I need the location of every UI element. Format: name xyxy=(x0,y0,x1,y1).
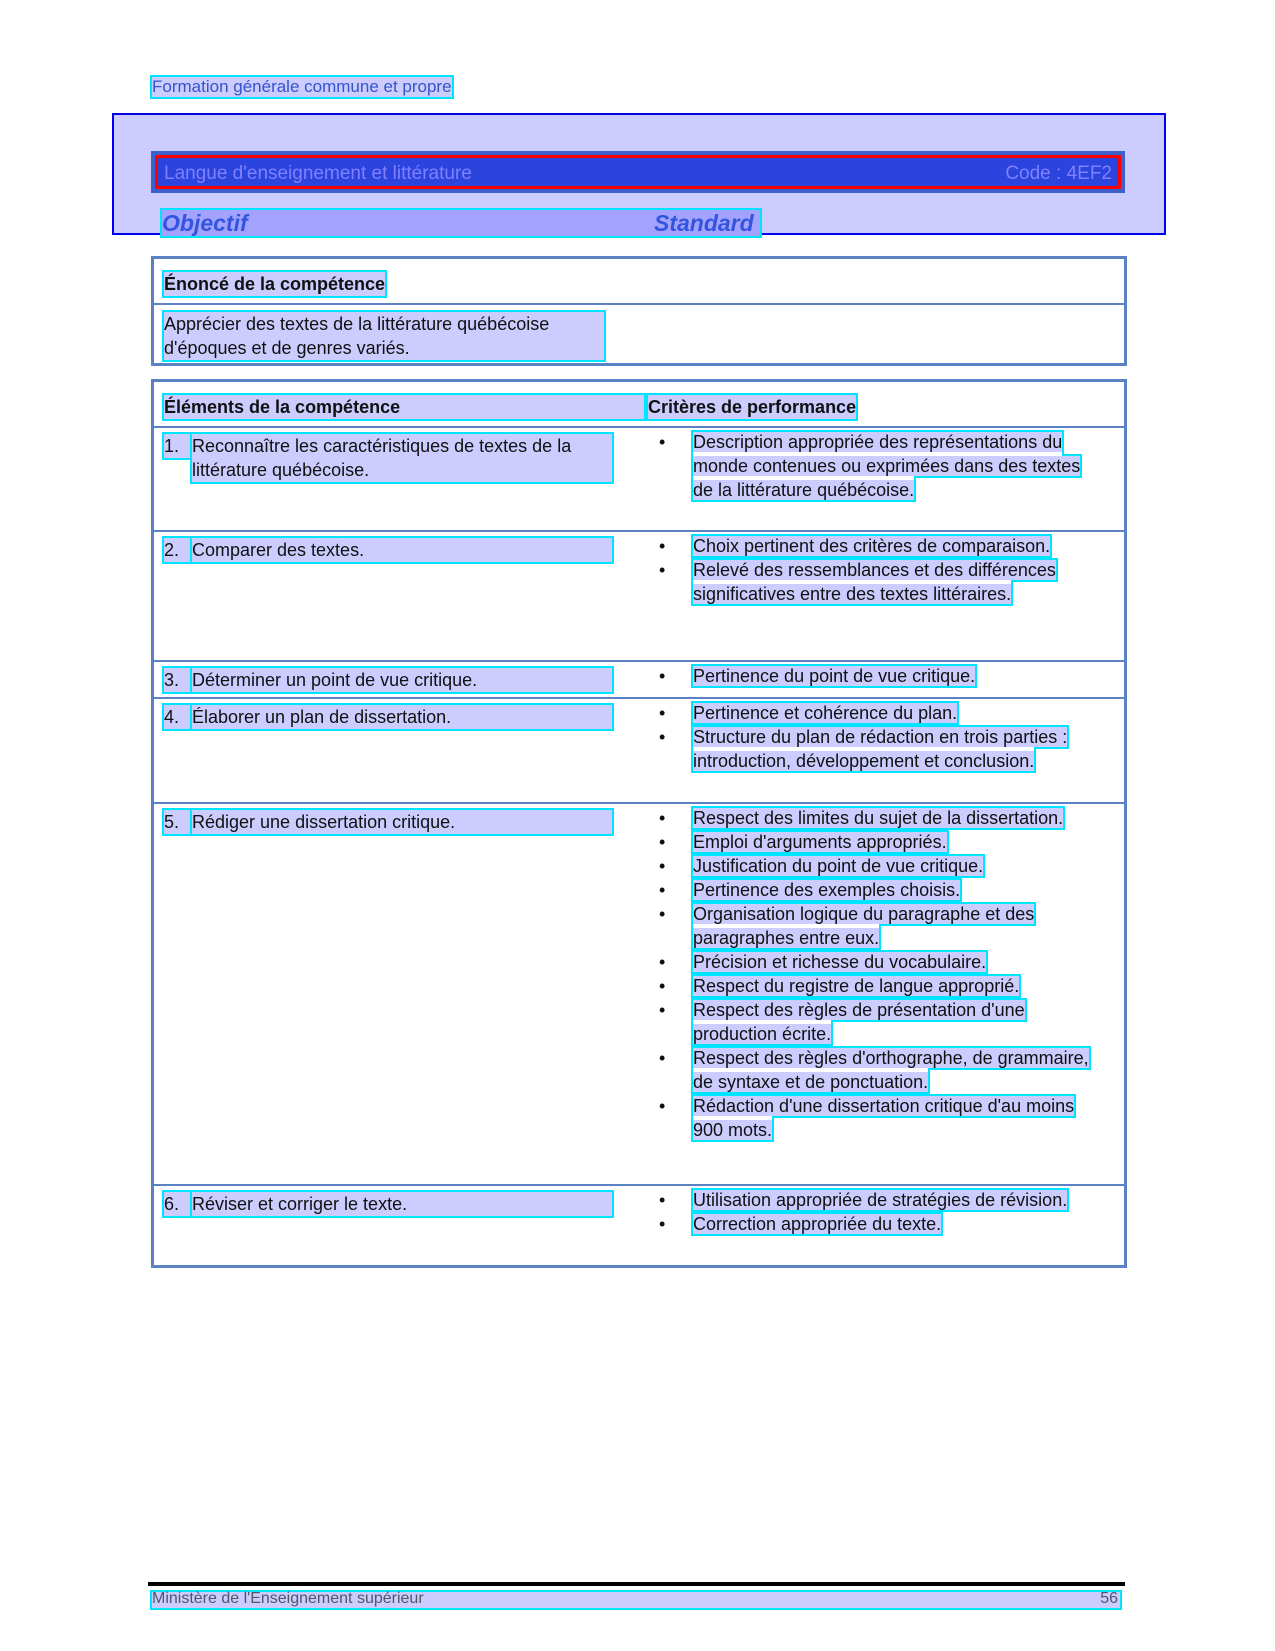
enonce-heading: Énoncé de la compétence xyxy=(164,274,386,294)
criterion-text: Pertinence et cohérence du plan. xyxy=(693,703,958,723)
section-label: Formation générale commune et propre xyxy=(152,77,452,96)
bullet-icon: • xyxy=(659,666,666,686)
objectif-label: Objectif xyxy=(162,210,248,236)
bullet-icon: • xyxy=(659,1096,666,1116)
criterion-item xyxy=(659,806,1089,830)
criterion-text: Respect du registre de langue approprié. xyxy=(693,976,1020,996)
footer xyxy=(152,1592,1120,1608)
bullet-icon: • xyxy=(659,1214,666,1234)
criterion-text: Structure du plan de rédaction en trois parties : introduction, développement et conclusion. xyxy=(693,727,1068,771)
table-row-element xyxy=(164,705,644,729)
criterion-text: Pertinence des exemples choisis. xyxy=(693,880,961,900)
table-row-element xyxy=(164,538,644,562)
course-title: Langue d'enseignement et littérature xyxy=(164,163,472,184)
criterion-item xyxy=(659,1188,1089,1212)
row-divider xyxy=(154,426,1124,428)
criteria-list xyxy=(659,806,1089,1142)
criterion-item xyxy=(659,854,1089,878)
bullet-icon: • xyxy=(659,832,666,852)
criterion-text: Respect des limites du sujet de la dissertation. xyxy=(693,808,1064,828)
page-number: 56 xyxy=(1100,1590,1118,1607)
row-divider xyxy=(154,660,1124,662)
criterion-text: Précision et richesse du vocabulaire. xyxy=(693,952,987,972)
row-divider xyxy=(154,530,1124,532)
footer-org: Ministère de l'Enseignement supérieur xyxy=(152,1590,424,1607)
bullet-icon: • xyxy=(659,1048,666,1068)
element-text: Reconnaître les caractéristiques de textes de la littérature québécoise. xyxy=(192,434,612,482)
criterion-text: Organisation logique du paragraphe et des paragraphes entre eux. xyxy=(693,904,1035,948)
criterion-text: Justification du point de vue critique. xyxy=(693,856,984,876)
element-number: 2. xyxy=(164,538,192,562)
bullet-icon: • xyxy=(659,904,666,924)
element-text: Élaborer un plan de dissertation. xyxy=(192,705,612,729)
element-number: 1. xyxy=(164,434,192,458)
criteria-list xyxy=(659,701,1089,773)
bullet-icon: • xyxy=(659,880,666,900)
criterion-item xyxy=(659,664,1089,688)
col-header-criteres: Critères de performance xyxy=(648,397,857,417)
element-text: Déterminer un point de vue critique. xyxy=(192,668,612,692)
row-divider xyxy=(154,1184,1124,1186)
criterion-text: Respect des règles de présentation d'une production écrite. xyxy=(693,1000,1025,1044)
table-row-element xyxy=(164,1192,644,1216)
element-number: 5. xyxy=(164,810,192,834)
table-row-element xyxy=(164,810,644,834)
bullet-icon: • xyxy=(659,1000,666,1020)
enonce-box xyxy=(151,256,1127,366)
divider xyxy=(154,303,1124,305)
bullet-icon: • xyxy=(659,703,666,723)
criterion-text: Respect des règles d'orthographe, de grammaire, de syntaxe et de ponctuation. xyxy=(693,1048,1089,1092)
competence-table xyxy=(151,379,1127,1268)
element-number: 3. xyxy=(164,668,192,692)
bullet-icon: • xyxy=(659,1190,666,1210)
criteria-list xyxy=(659,534,1089,606)
table-row-element xyxy=(164,668,644,692)
criterion-item xyxy=(659,701,1089,725)
criterion-item xyxy=(659,998,1089,1046)
criterion-item xyxy=(659,902,1089,950)
criterion-text: Utilisation appropriée de stratégies de révision. xyxy=(693,1190,1068,1210)
criterion-text: Rédaction d'une dissertation critique d'au moins 900 mots. xyxy=(693,1096,1075,1140)
element-text: Rédiger une dissertation critique. xyxy=(192,810,612,834)
course-title-bar xyxy=(151,151,1125,193)
bullet-icon: • xyxy=(659,560,666,580)
bullet-icon: • xyxy=(659,976,666,996)
criterion-item xyxy=(659,974,1089,998)
footer-rule xyxy=(148,1582,1125,1586)
table-row-element xyxy=(164,434,644,482)
criterion-item xyxy=(659,878,1089,902)
bullet-icon: • xyxy=(659,432,666,452)
criterion-item xyxy=(659,950,1089,974)
criterion-item xyxy=(659,534,1089,558)
criterion-text: Description appropriée des représentations du monde contenues ou exprimées dans des textes de la littérature québécoise. xyxy=(693,432,1081,500)
criteria-list xyxy=(659,664,1089,688)
criterion-item xyxy=(659,1212,1089,1236)
enonce-text: Apprécier des textes de la littérature québécoise d'époques et de genres variés. xyxy=(164,312,604,360)
element-number: 6. xyxy=(164,1192,192,1216)
criterion-item xyxy=(659,725,1089,773)
criterion-text: Correction appropriée du texte. xyxy=(693,1214,942,1234)
row-divider xyxy=(154,697,1124,699)
criteria-list xyxy=(659,1188,1089,1236)
bullet-icon: • xyxy=(659,952,666,972)
element-text: Comparer des textes. xyxy=(192,538,612,562)
bullet-icon: • xyxy=(659,536,666,556)
criterion-text: Relevé des ressemblances et des différences significatives entre des textes littéraires. xyxy=(693,560,1056,604)
criterion-item xyxy=(659,830,1089,854)
col-header-elements: Éléments de la compétence xyxy=(164,395,644,419)
criterion-item xyxy=(659,1094,1089,1142)
course-code: Code : 4EF2 xyxy=(1005,163,1112,184)
criterion-item xyxy=(659,430,1089,502)
criterion-text: Choix pertinent des critères de comparaison. xyxy=(693,536,1051,556)
element-text: Réviser et corriger le texte. xyxy=(192,1192,612,1216)
row-divider xyxy=(154,802,1124,804)
element-number: 4. xyxy=(164,705,192,729)
bullet-icon: • xyxy=(659,808,666,828)
criterion-text: Emploi d'arguments appropriés. xyxy=(693,832,947,852)
criterion-item xyxy=(659,558,1089,606)
criterion-item xyxy=(659,1046,1089,1094)
bullet-icon: • xyxy=(659,727,666,747)
standard-label: Standard xyxy=(654,210,754,236)
objective-standard-row xyxy=(162,210,760,236)
criterion-text: Pertinence du point de vue critique. xyxy=(693,666,976,686)
criteria-list xyxy=(659,430,1089,502)
bullet-icon: • xyxy=(659,856,666,876)
